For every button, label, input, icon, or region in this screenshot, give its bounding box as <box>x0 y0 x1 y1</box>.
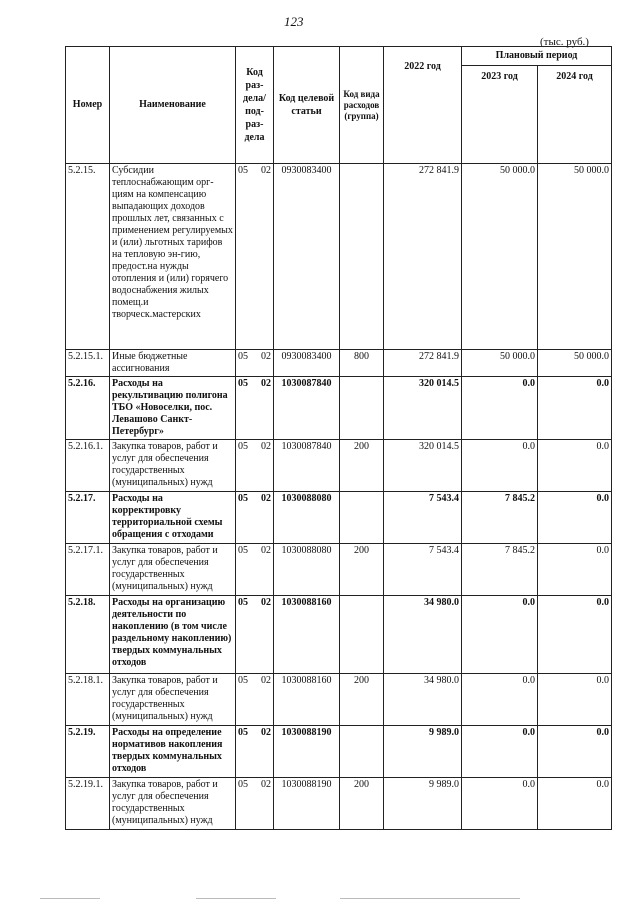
row-expense-type-code: 200 <box>340 674 384 726</box>
section-code: 05 <box>238 545 248 556</box>
row-amount-2023: 0.0 <box>462 726 538 778</box>
header-target-code: Код целевой статьи <box>274 47 340 164</box>
row-target-code: 1030088160 <box>274 596 340 674</box>
row-amount-2022: 272 841.9 <box>384 350 462 377</box>
row-section-code <box>236 492 274 544</box>
row-expense-type-code <box>340 492 384 544</box>
row-amount-2023: 0.0 <box>462 596 538 674</box>
row-amount-2022: 34 980.0 <box>384 596 462 674</box>
subsection-code: 02 <box>261 351 271 362</box>
row-amount-2024: 0.0 <box>538 377 612 440</box>
header-number: Номер <box>66 47 110 164</box>
subsection-code: 02 <box>261 675 271 686</box>
row-expense-type-code: 200 <box>340 778 384 830</box>
row-number: 5.2.17.1. <box>66 544 110 596</box>
row-amount-2022: 9 989.0 <box>384 778 462 830</box>
subsection-code: 02 <box>261 165 271 176</box>
header-year-2024: 2024 год <box>538 66 612 164</box>
row-target-code: 1030087840 <box>274 440 340 492</box>
section-code: 05 <box>238 779 248 790</box>
row-amount-2024: 0.0 <box>538 726 612 778</box>
table-row <box>66 674 612 726</box>
row-name: Закупка товаров, работ и услуг для обеспечения государственных (муниципальных) нужд <box>110 674 236 726</box>
row-amount-2023: 0.0 <box>462 778 538 830</box>
budget-table <box>65 46 612 830</box>
row-amount-2023: 0.0 <box>462 674 538 726</box>
row-expense-type-code: 200 <box>340 440 384 492</box>
row-amount-2024: 0.0 <box>538 492 612 544</box>
row-expense-type-code <box>340 164 384 350</box>
row-amount-2023: 50 000.0 <box>462 350 538 377</box>
row-number: 5.2.16. <box>66 377 110 440</box>
page-number: 123 <box>284 14 304 29</box>
row-amount-2023: 7 845.2 <box>462 492 538 544</box>
row-section-code <box>236 726 274 778</box>
units-label: (тыс. руб.) <box>540 36 589 48</box>
row-expense-type-code <box>340 726 384 778</box>
table-row <box>66 377 612 440</box>
table-row <box>66 778 612 830</box>
row-number: 5.2.19. <box>66 726 110 778</box>
row-section-code <box>236 377 274 440</box>
table-row <box>66 350 612 377</box>
row-amount-2023: 7 845.2 <box>462 544 538 596</box>
subsection-code: 02 <box>261 779 271 790</box>
header-section-code: Код раз-дела/ под-раз-дела <box>236 47 274 164</box>
section-code: 05 <box>238 493 248 504</box>
row-section-code <box>236 544 274 596</box>
row-number: 5.2.18. <box>66 596 110 674</box>
row-amount-2022: 320 014.5 <box>384 377 462 440</box>
row-target-code: 1030087840 <box>274 377 340 440</box>
row-name: Закупка товаров, работ и услуг для обеспечения государственных (муниципальных) нужд <box>110 440 236 492</box>
table-row <box>66 492 612 544</box>
row-amount-2022: 272 841.9 <box>384 164 462 350</box>
row-amount-2023: 0.0 <box>462 377 538 440</box>
header-expense-type-code: Код вида расходов (группа) <box>340 47 384 164</box>
row-name: Иные бюджетные ассигнования <box>110 350 236 377</box>
row-target-code: 1030088160 <box>274 674 340 726</box>
row-amount-2024: 50 000.0 <box>538 164 612 350</box>
subsection-code: 02 <box>261 441 271 452</box>
row-target-code: 1030088190 <box>274 726 340 778</box>
section-code: 05 <box>238 675 248 686</box>
row-amount-2022: 320 014.5 <box>384 440 462 492</box>
row-amount-2022: 34 980.0 <box>384 674 462 726</box>
section-code: 05 <box>238 597 248 608</box>
section-code: 05 <box>238 378 248 389</box>
subsection-code: 02 <box>261 378 271 389</box>
subsection-code: 02 <box>261 727 271 738</box>
section-code: 05 <box>238 727 248 738</box>
row-target-code: 1030088190 <box>274 778 340 830</box>
row-number: 5.2.15. <box>66 164 110 350</box>
footer-divider <box>40 898 100 899</box>
row-name: Субсидии теплоснабжающим орг-циям на компенсацию выпадающих доходов прошлых лет, связанных с применением регулируемых и (или) льготных тарифов на тепловую эн-гию, предост.на нужды отопления и (или) горячего водоснабжения жилых помещ.и творческ.мастерских <box>110 164 236 350</box>
row-name: Закупка товаров, работ и услуг для обеспечения государственных (муниципальных) нужд <box>110 778 236 830</box>
row-name: Закупка товаров, работ и услуг для обеспечения государственных (муниципальных) нужд <box>110 544 236 596</box>
row-expense-type-code <box>340 377 384 440</box>
row-amount-2022: 7 543.4 <box>384 544 462 596</box>
row-section-code <box>236 164 274 350</box>
row-expense-type-code <box>340 596 384 674</box>
row-name: Расходы на рекультивацию полигона ТБО «Новоселки, пос. Левашово Санкт-Петербург» <box>110 377 236 440</box>
table-row <box>66 726 612 778</box>
row-target-code: 1030088080 <box>274 544 340 596</box>
row-section-code <box>236 440 274 492</box>
section-code: 05 <box>238 351 248 362</box>
subsection-code: 02 <box>261 597 271 608</box>
table-row <box>66 544 612 596</box>
row-target-code: 0930083400 <box>274 350 340 377</box>
row-target-code: 0930083400 <box>274 164 340 350</box>
row-amount-2024: 0.0 <box>538 674 612 726</box>
row-name: Расходы на определение нормативов накопления твердых коммунальных отходов <box>110 726 236 778</box>
row-amount-2023: 50 000.0 <box>462 164 538 350</box>
footer-divider <box>340 898 520 899</box>
table-row <box>66 596 612 674</box>
row-amount-2024: 0.0 <box>538 544 612 596</box>
subsection-code: 02 <box>261 545 271 556</box>
footer-divider <box>196 898 276 899</box>
row-section-code <box>236 350 274 377</box>
table-row <box>66 164 612 350</box>
row-number: 5.2.17. <box>66 492 110 544</box>
row-expense-type-code: 200 <box>340 544 384 596</box>
section-code: 05 <box>238 165 248 176</box>
row-amount-2024: 0.0 <box>538 596 612 674</box>
row-number: 5.2.15.1. <box>66 350 110 377</box>
header-year-2023: 2023 год <box>462 66 538 164</box>
table-row <box>66 440 612 492</box>
row-number: 5.2.16.1. <box>66 440 110 492</box>
row-name: Расходы на организацию деятельности по накоплению (в том числе раздельному накоплению) твердых коммунальных отходов <box>110 596 236 674</box>
row-section-code <box>236 778 274 830</box>
subsection-code: 02 <box>261 493 271 504</box>
row-section-code <box>236 596 274 674</box>
header-plan-period: Плановый период <box>462 47 612 66</box>
row-amount-2022: 9 989.0 <box>384 726 462 778</box>
row-amount-2024: 50 000.0 <box>538 350 612 377</box>
row-section-code <box>236 674 274 726</box>
table-header <box>66 47 612 164</box>
row-number: 5.2.19.1. <box>66 778 110 830</box>
section-code: 05 <box>238 441 248 452</box>
row-number: 5.2.18.1. <box>66 674 110 726</box>
row-amount-2023: 0.0 <box>462 440 538 492</box>
row-name: Расходы на корректировку территориальной схемы обращения с отходами <box>110 492 236 544</box>
row-amount-2024: 0.0 <box>538 778 612 830</box>
header-name: Наименование <box>110 47 236 164</box>
row-target-code: 1030088080 <box>274 492 340 544</box>
row-expense-type-code: 800 <box>340 350 384 377</box>
row-amount-2024: 0.0 <box>538 440 612 492</box>
table-body <box>66 164 612 830</box>
header-year-2022: 2022 год <box>384 47 462 164</box>
row-amount-2022: 7 543.4 <box>384 492 462 544</box>
